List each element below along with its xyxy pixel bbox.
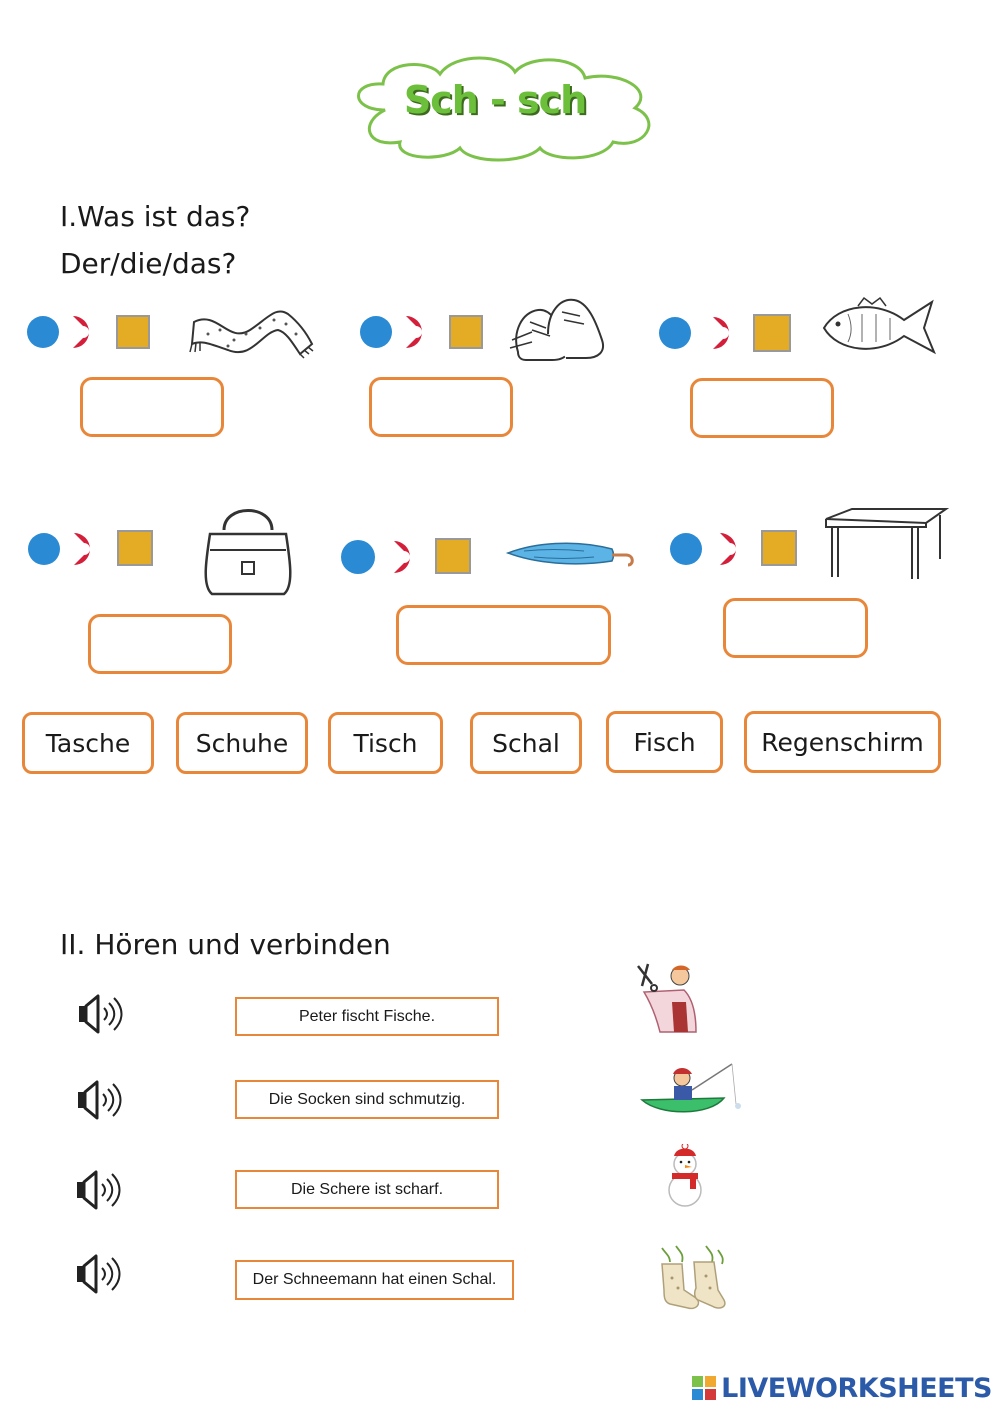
brand-name: LIVEWORKSHEETS — [721, 1372, 992, 1404]
snowman-picture[interactable] — [660, 1144, 710, 1208]
red-pacman-marker — [406, 316, 422, 348]
red-pacman-marker — [394, 541, 410, 573]
yellow-square-marker — [762, 531, 796, 565]
yellow-square-marker — [436, 539, 470, 573]
liveworksheets-logo — [691, 1371, 992, 1405]
yellow-square-marker — [450, 316, 482, 348]
red-pacman-marker — [720, 533, 736, 565]
yellow-square-marker — [118, 531, 152, 565]
article-marker-group-1 — [25, 312, 155, 352]
red-pacman-marker — [713, 317, 729, 349]
sentence-box-4[interactable]: Der Schneemann hat einen Schal. — [235, 1260, 514, 1300]
sentence-box-1[interactable]: Peter fischt Fische. — [235, 997, 499, 1036]
sentence-box-2[interactable]: Die Socken sind schmutzig. — [235, 1080, 499, 1119]
worksheet-title: Sch - sch — [403, 78, 587, 122]
blue-circle-marker — [360, 316, 392, 348]
word-chip-regenschirm[interactable]: Regenschirm — [744, 711, 941, 773]
blue-circle-marker — [27, 316, 59, 348]
article-marker-group-3 — [657, 313, 787, 353]
answer-box-shoes[interactable] — [369, 377, 513, 437]
answer-box-scarf[interactable] — [80, 377, 224, 437]
word-chip-schuhe[interactable]: Schuhe — [176, 712, 308, 774]
boy-fishing-picture[interactable] — [640, 1060, 750, 1120]
article-marker-group-2 — [358, 312, 488, 352]
answer-box-table[interactable] — [723, 598, 868, 658]
dirty-socks-picture[interactable] — [656, 1244, 728, 1312]
speaker-icon[interactable] — [74, 1168, 124, 1212]
article-marker-group-4 — [26, 529, 156, 569]
speaker-icon[interactable] — [76, 992, 126, 1036]
sentence-box-3[interactable]: Die Schere ist scharf. — [235, 1170, 499, 1209]
yellow-square-marker — [754, 315, 790, 351]
table-picture — [822, 505, 950, 583]
fish-picture — [818, 294, 938, 359]
article-marker-group-6 — [668, 529, 798, 569]
blue-circle-marker — [670, 533, 702, 565]
word-chip-tasche[interactable]: Tasche — [22, 712, 154, 774]
answer-box-fish[interactable] — [690, 378, 834, 438]
scarf-picture — [188, 300, 318, 360]
person-with-scissors-picture[interactable] — [636, 962, 706, 1034]
section2-heading: II. Hören und verbinden — [60, 928, 391, 961]
article-marker-group-5 — [340, 537, 470, 577]
yellow-square-marker — [117, 316, 149, 348]
umbrella-picture — [504, 535, 639, 575]
word-chip-fisch[interactable]: Fisch — [606, 711, 723, 773]
word-chip-schal[interactable]: Schal — [470, 712, 582, 774]
blue-circle-marker — [659, 317, 691, 349]
bag-picture — [198, 500, 298, 600]
answer-box-bag[interactable] — [88, 614, 232, 674]
liveworksheets-icon — [691, 1375, 717, 1401]
section1-subheading: Der/die/das? — [60, 247, 237, 280]
speaker-icon[interactable] — [74, 1252, 124, 1296]
blue-circle-marker — [341, 540, 375, 574]
speaker-icon[interactable] — [75, 1078, 125, 1122]
shoes-picture — [508, 292, 608, 367]
red-pacman-marker — [74, 533, 90, 565]
word-chip-tisch[interactable]: Tisch — [328, 712, 443, 774]
blue-circle-marker — [28, 533, 60, 565]
red-pacman-marker — [73, 316, 89, 348]
answer-box-umbrella[interactable] — [396, 605, 611, 665]
section1-heading: I.Was ist das? — [60, 200, 251, 233]
